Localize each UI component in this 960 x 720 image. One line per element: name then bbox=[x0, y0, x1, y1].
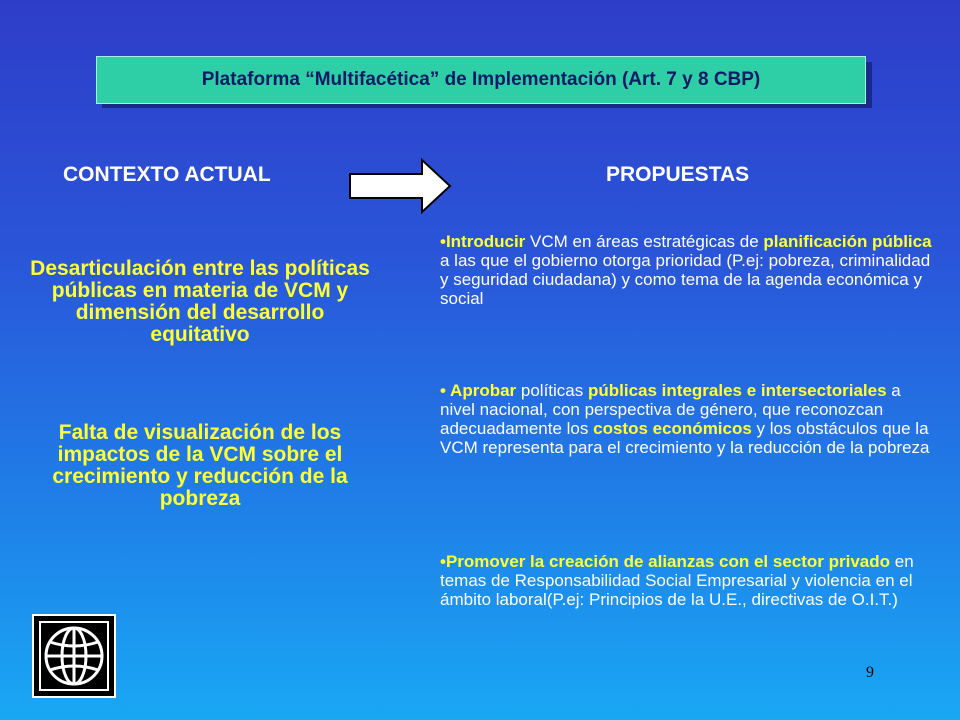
proposal-2 bbox=[440, 381, 940, 457]
proposal-1-keyword: Introducir bbox=[445, 232, 526, 251]
slide-title bbox=[96, 56, 866, 104]
proposal-3-text: en temas de Responsabilidad Social Empresarial y violencia en el ámbito laboral(P.ej: Principios de la U.E., directivas de O.I.T.) bbox=[440, 552, 914, 609]
context-item-2: Falta de visualización de los impactos de la VCM sobre el crecimiento y reducción de la pobreza bbox=[52, 421, 348, 510]
context-item-1: Desarticulación entre las políticas públicas en materia de VCM y dimensión del desarrollo equitativo bbox=[30, 257, 370, 346]
page-number: 9 bbox=[866, 664, 874, 681]
proposal-2-text-2: a nivel nacional, con perspectiva de género, que reconozcan adecuadamente los bbox=[440, 381, 901, 438]
proposal-1-keyword-2: planificación pública bbox=[763, 232, 932, 251]
bullet-mark: • bbox=[440, 552, 446, 571]
proposal-2-keyword-2: públicas integrales e intersectoriales bbox=[587, 381, 887, 400]
proposal-3-keyword: Promover la creación de alianzas con el sector privado bbox=[445, 552, 891, 571]
right-arrow-icon bbox=[348, 158, 454, 219]
proposal-1-text-2: a las que el gobierno otorga prioridad (P.ej: pobreza, criminalidad y seguridad ciudadana) y como tema de la agenda económica y social bbox=[440, 251, 931, 308]
bullet-mark: • bbox=[440, 381, 451, 400]
heading-contexto: CONTEXTO ACTUAL bbox=[63, 163, 271, 186]
proposal-2-keyword: Aprobar bbox=[450, 381, 517, 400]
proposal-1-text: VCM en áreas estratégicas de bbox=[525, 232, 764, 251]
proposal-2-text-3: y los obstáculos que la VCM representa para el crecimiento y la reducción de la pobreza bbox=[440, 419, 930, 457]
proposal-1 bbox=[440, 232, 940, 308]
world-bank-globe-logo bbox=[32, 614, 116, 698]
heading-propuestas: PROPUESTAS bbox=[606, 163, 750, 186]
bullet-mark: • bbox=[440, 232, 446, 251]
slide-title-text: Plataforma “Multifacética” de Implementación (Art. 7 y 8 CBP) bbox=[201, 69, 761, 90]
proposal-3 bbox=[440, 552, 940, 609]
proposal-2-text: políticas bbox=[516, 381, 588, 400]
proposal-2-keyword-3: costos económicos bbox=[593, 419, 752, 438]
